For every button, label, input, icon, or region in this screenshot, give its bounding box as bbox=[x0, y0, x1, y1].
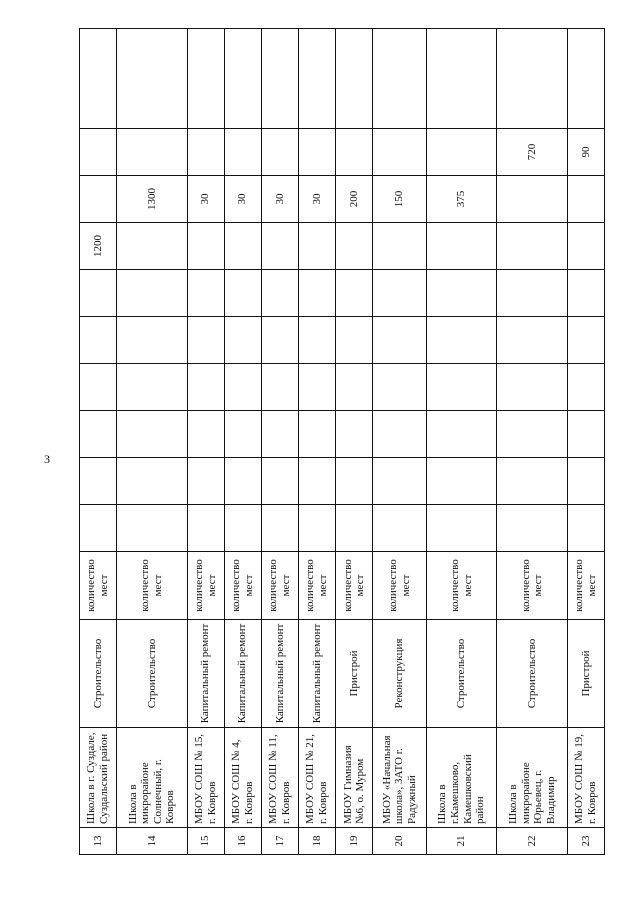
object-name: Школа в микрорайоне Юрьевец, г. Владимир bbox=[497, 728, 567, 828]
value-cell bbox=[427, 129, 497, 176]
unit: количество мест bbox=[187, 552, 224, 620]
value-cell: 1300 bbox=[117, 176, 187, 223]
object-name: Школа в г. Суздале, Суздальский район bbox=[80, 728, 117, 828]
work-type: Капитальный ремонт bbox=[187, 620, 224, 728]
value-cell bbox=[427, 270, 497, 317]
work-type: Капитальный ремонт bbox=[261, 620, 298, 728]
work-type: Реконструкция bbox=[373, 620, 427, 728]
value-cell bbox=[80, 458, 117, 505]
value-cell bbox=[117, 129, 187, 176]
row-number: 14 bbox=[117, 828, 187, 855]
value-cell bbox=[427, 223, 497, 270]
unit: количество мест bbox=[299, 552, 336, 620]
value-cell bbox=[299, 29, 336, 129]
value-cell bbox=[373, 458, 427, 505]
unit: количество мест bbox=[497, 552, 567, 620]
value-cell bbox=[224, 505, 261, 552]
table-row bbox=[497, 29, 567, 855]
value-cell bbox=[117, 317, 187, 364]
work-type: Строительство bbox=[117, 620, 187, 728]
value-cell bbox=[336, 223, 373, 270]
object-name: МБОУ СОШ № 11, г. Ковров bbox=[261, 728, 298, 828]
value-cell bbox=[336, 411, 373, 458]
value-cell bbox=[224, 458, 261, 505]
value-cell bbox=[187, 458, 224, 505]
value-cell bbox=[567, 411, 604, 458]
value-cell: 720 bbox=[497, 129, 567, 176]
value-cell bbox=[117, 29, 187, 129]
value-cell bbox=[299, 129, 336, 176]
row-number: 20 bbox=[373, 828, 427, 855]
table-container bbox=[79, 30, 605, 855]
value-cell bbox=[427, 364, 497, 411]
table-row bbox=[224, 29, 261, 855]
value-cell bbox=[224, 364, 261, 411]
table-row bbox=[336, 29, 373, 855]
value-cell bbox=[80, 411, 117, 458]
table-row bbox=[80, 29, 117, 855]
value-cell bbox=[187, 270, 224, 317]
value-cell bbox=[497, 505, 567, 552]
value-cell bbox=[336, 317, 373, 364]
value-cell bbox=[373, 411, 427, 458]
value-cell bbox=[117, 505, 187, 552]
table-row bbox=[567, 29, 604, 855]
page-number: 3 bbox=[44, 452, 50, 466]
value-cell bbox=[427, 411, 497, 458]
value-cell bbox=[497, 176, 567, 223]
value-cell bbox=[497, 411, 567, 458]
value-cell bbox=[567, 505, 604, 552]
value-cell: 30 bbox=[187, 176, 224, 223]
row-number: 17 bbox=[261, 828, 298, 855]
value-cell bbox=[187, 317, 224, 364]
value-cell bbox=[80, 176, 117, 223]
table-row bbox=[427, 29, 497, 855]
object-name: МБОУ «Начальная школа», ЗАТО г. Радужный bbox=[373, 728, 427, 828]
value-cell bbox=[497, 364, 567, 411]
work-type: Строительство bbox=[497, 620, 567, 728]
work-type: Пристрой bbox=[336, 620, 373, 728]
table-row bbox=[299, 29, 336, 855]
value-cell bbox=[261, 317, 298, 364]
value-cell bbox=[373, 270, 427, 317]
value-cell bbox=[80, 505, 117, 552]
work-type: Пристрой bbox=[567, 620, 604, 728]
work-type: Строительство bbox=[427, 620, 497, 728]
value-cell bbox=[373, 223, 427, 270]
value-cell bbox=[373, 364, 427, 411]
value-cell bbox=[497, 458, 567, 505]
row-number: 15 bbox=[187, 828, 224, 855]
value-cell bbox=[336, 29, 373, 129]
row-number: 23 bbox=[567, 828, 604, 855]
row-number: 19 bbox=[336, 828, 373, 855]
value-cell bbox=[261, 270, 298, 317]
value-cell bbox=[497, 223, 567, 270]
row-number: 13 bbox=[80, 828, 117, 855]
table-row bbox=[117, 29, 187, 855]
value-cell bbox=[567, 223, 604, 270]
value-cell bbox=[117, 270, 187, 317]
value-cell bbox=[224, 270, 261, 317]
unit: количество мест bbox=[224, 552, 261, 620]
value-cell bbox=[427, 458, 497, 505]
value-cell: 90 bbox=[567, 129, 604, 176]
value-cell bbox=[567, 458, 604, 505]
value-cell: 30 bbox=[299, 176, 336, 223]
value-cell bbox=[117, 223, 187, 270]
work-type: Капитальный ремонт bbox=[299, 620, 336, 728]
value-cell bbox=[336, 458, 373, 505]
value-cell bbox=[187, 29, 224, 129]
value-cell bbox=[187, 223, 224, 270]
value-cell bbox=[567, 317, 604, 364]
table-row bbox=[187, 29, 224, 855]
row-number: 18 bbox=[299, 828, 336, 855]
value-cell bbox=[224, 223, 261, 270]
object-name: МБОУ СОШ № 4, г. Ковров bbox=[224, 728, 261, 828]
value-cell bbox=[224, 411, 261, 458]
value-cell bbox=[373, 317, 427, 364]
value-cell bbox=[117, 458, 187, 505]
value-cell bbox=[187, 505, 224, 552]
unit: количество мест bbox=[336, 552, 373, 620]
value-cell bbox=[427, 29, 497, 129]
value-cell bbox=[224, 129, 261, 176]
value-cell bbox=[187, 129, 224, 176]
object-name: МБОУ СОШ № 15, г. Ковров bbox=[187, 728, 224, 828]
value-cell bbox=[497, 270, 567, 317]
table-row bbox=[261, 29, 298, 855]
value-cell bbox=[427, 505, 497, 552]
value-cell: 1200 bbox=[80, 223, 117, 270]
unit: количество мест bbox=[373, 552, 427, 620]
object-name: МБОУ СОШ № 21, г. Ковров bbox=[299, 728, 336, 828]
value-cell: 375 bbox=[427, 176, 497, 223]
value-cell bbox=[261, 29, 298, 129]
value-cell bbox=[373, 505, 427, 552]
value-cell bbox=[567, 364, 604, 411]
work-type: Капитальный ремонт bbox=[224, 620, 261, 728]
unit: количество мест bbox=[80, 552, 117, 620]
value-cell bbox=[299, 270, 336, 317]
value-cell bbox=[299, 458, 336, 505]
value-cell bbox=[299, 364, 336, 411]
value-cell bbox=[117, 364, 187, 411]
value-cell bbox=[299, 223, 336, 270]
value-cell bbox=[80, 270, 117, 317]
value-cell bbox=[299, 317, 336, 364]
value-cell bbox=[567, 176, 604, 223]
value-cell bbox=[261, 505, 298, 552]
value-cell: 30 bbox=[261, 176, 298, 223]
unit: количество мест bbox=[567, 552, 604, 620]
value-cell bbox=[336, 364, 373, 411]
objects-table bbox=[79, 28, 605, 855]
value-cell bbox=[80, 129, 117, 176]
value-cell bbox=[299, 505, 336, 552]
unit: количество мест bbox=[261, 552, 298, 620]
value-cell: 30 bbox=[224, 176, 261, 223]
value-cell bbox=[117, 411, 187, 458]
value-cell bbox=[261, 458, 298, 505]
value-cell: 200 bbox=[336, 176, 373, 223]
value-cell bbox=[80, 317, 117, 364]
value-cell bbox=[261, 364, 298, 411]
value-cell bbox=[261, 411, 298, 458]
value-cell bbox=[567, 270, 604, 317]
value-cell bbox=[299, 411, 336, 458]
value-cell bbox=[261, 129, 298, 176]
unit: количество мест bbox=[427, 552, 497, 620]
value-cell bbox=[497, 29, 567, 129]
value-cell bbox=[187, 411, 224, 458]
value-cell bbox=[224, 317, 261, 364]
value-cell: 150 bbox=[373, 176, 427, 223]
value-cell bbox=[336, 270, 373, 317]
row-number: 22 bbox=[497, 828, 567, 855]
value-cell bbox=[187, 364, 224, 411]
value-cell bbox=[336, 129, 373, 176]
object-name: Школа в г.Камешково, Камешковский район bbox=[427, 728, 497, 828]
object-name: Школа в микрорайоне Солнечный, г. Ковров bbox=[117, 728, 187, 828]
value-cell bbox=[80, 364, 117, 411]
row-number: 16 bbox=[224, 828, 261, 855]
value-cell bbox=[567, 29, 604, 129]
row-number: 21 bbox=[427, 828, 497, 855]
unit: количество мест bbox=[117, 552, 187, 620]
value-cell bbox=[224, 29, 261, 129]
object-name: МБОУ Гимназия №6, о. Муром bbox=[336, 728, 373, 828]
value-cell bbox=[336, 505, 373, 552]
value-cell bbox=[497, 317, 567, 364]
value-cell bbox=[373, 129, 427, 176]
value-cell bbox=[80, 29, 117, 129]
value-cell bbox=[427, 317, 497, 364]
value-cell bbox=[373, 29, 427, 129]
object-name: МБОУ СОШ № 19, г. Ковров bbox=[567, 728, 604, 828]
table-row bbox=[373, 29, 427, 855]
value-cell bbox=[261, 223, 298, 270]
work-type: Строительство bbox=[80, 620, 117, 728]
